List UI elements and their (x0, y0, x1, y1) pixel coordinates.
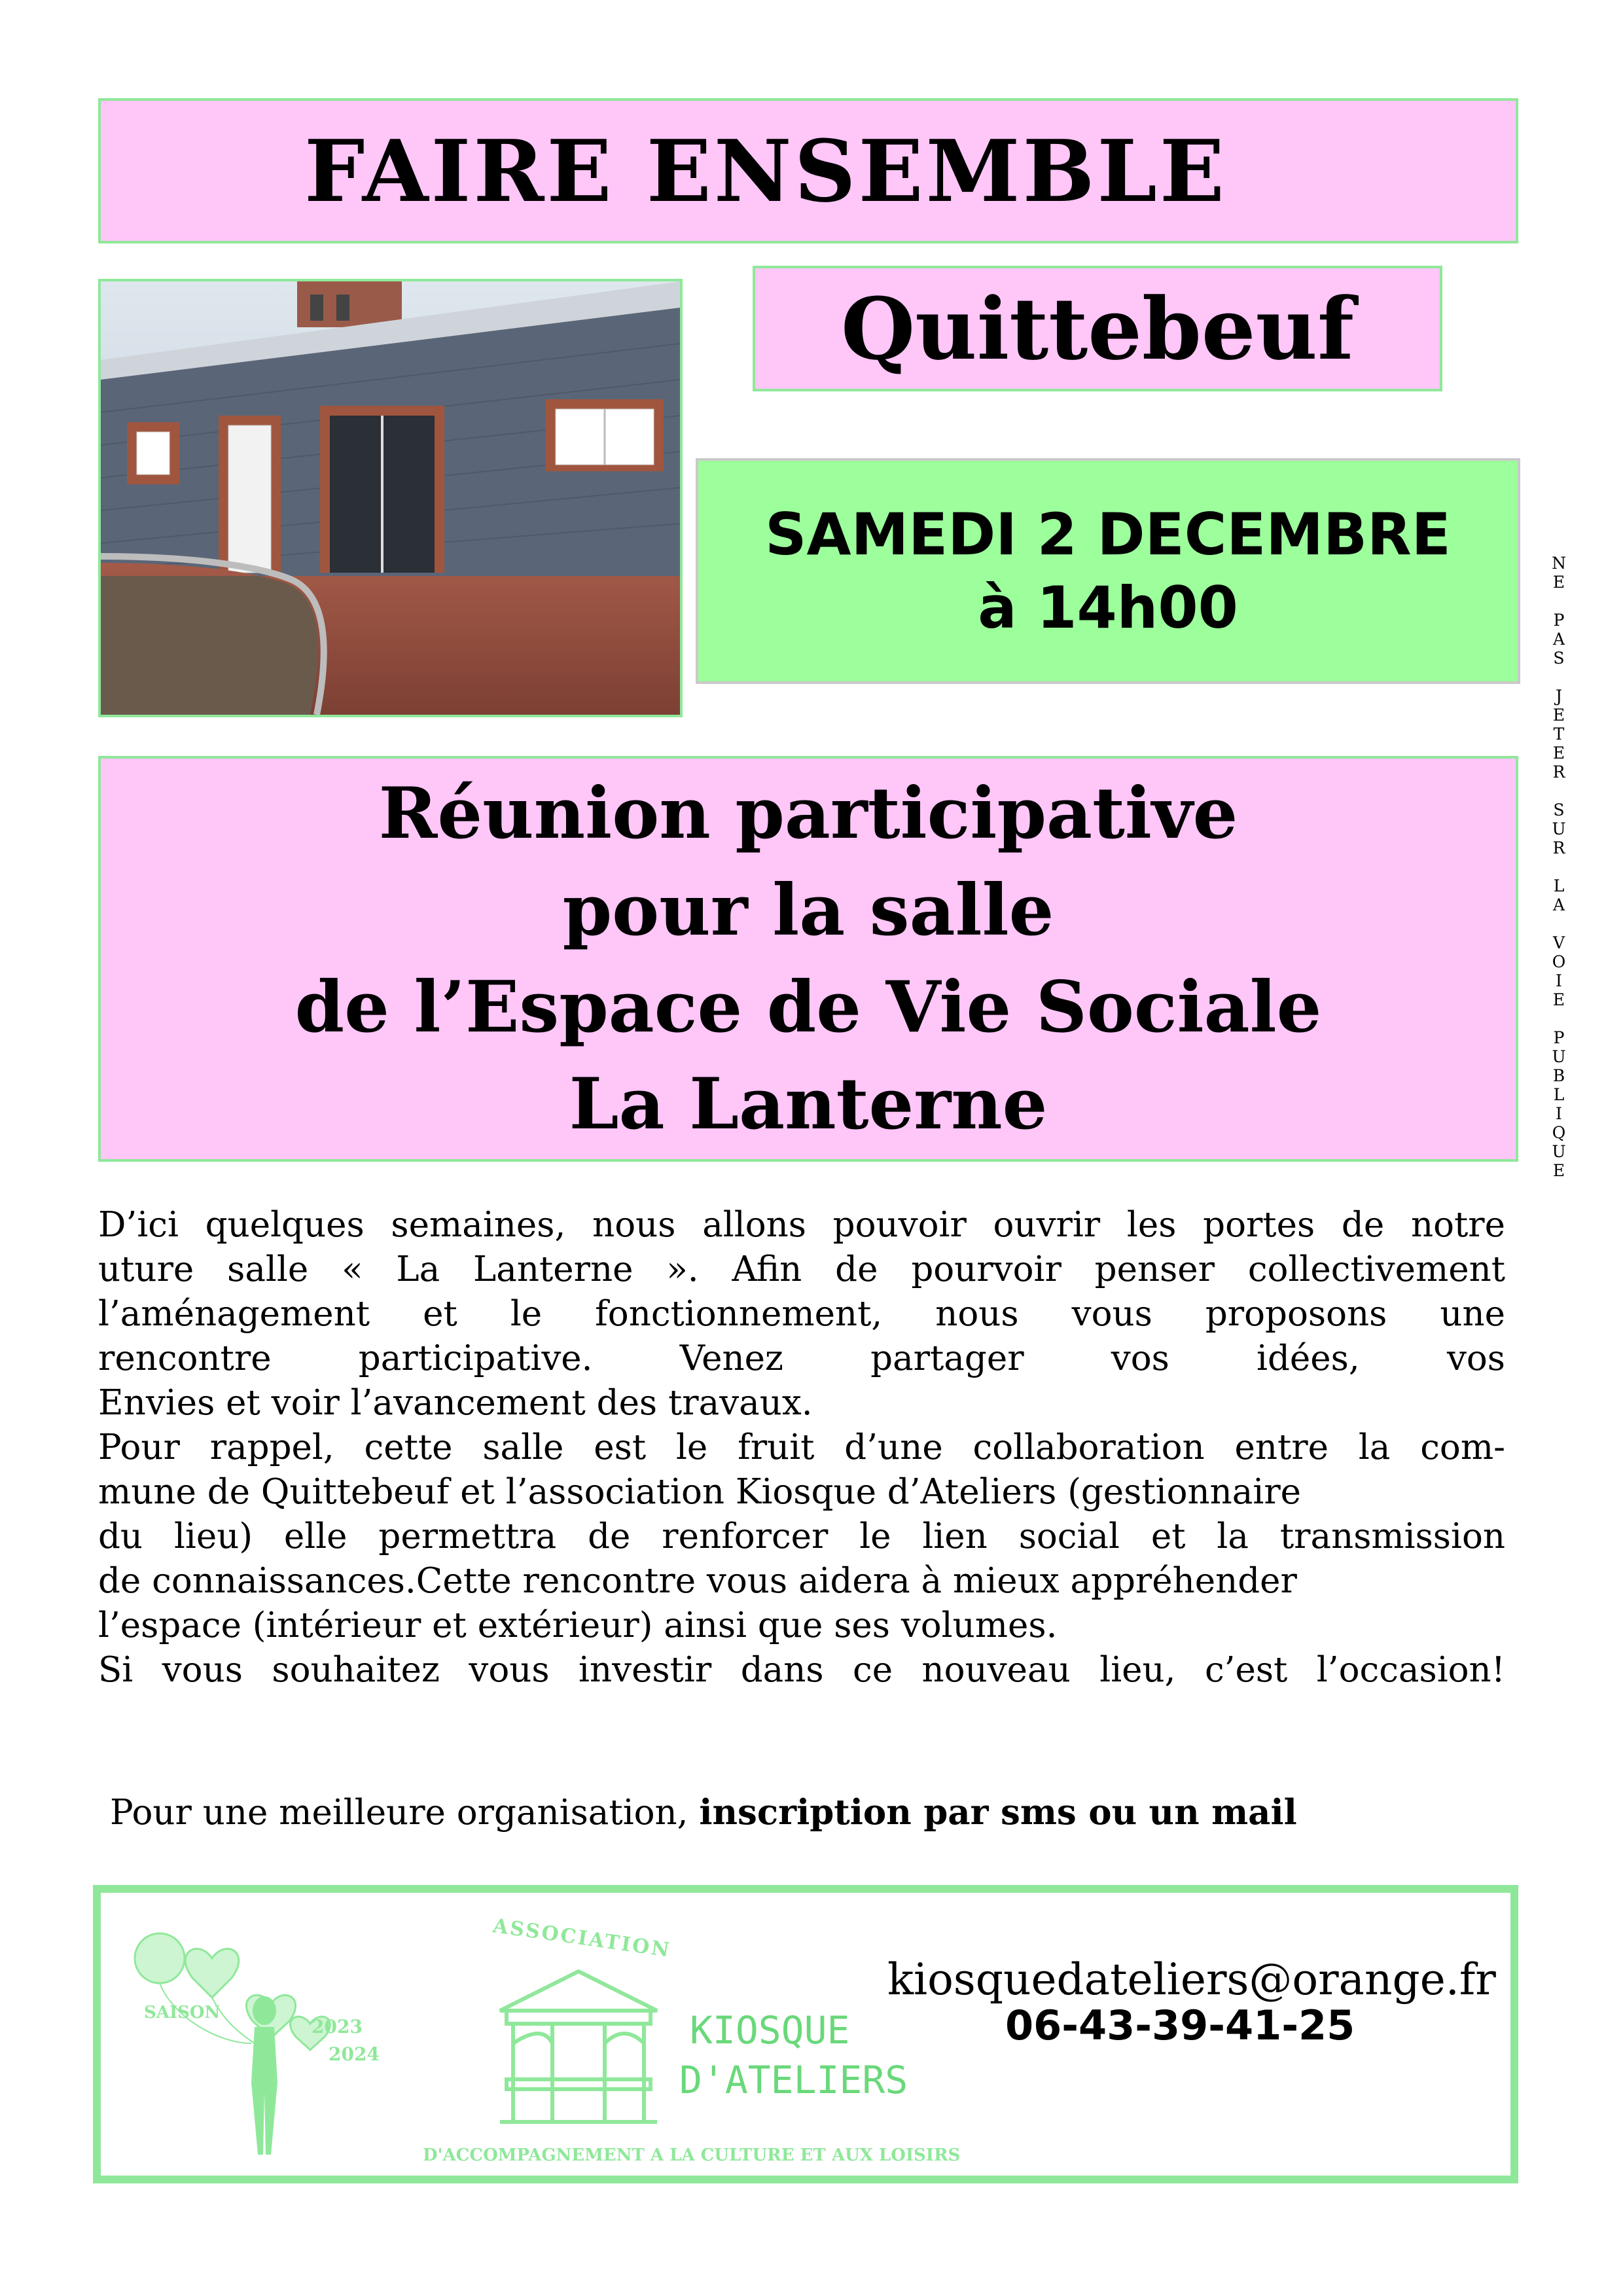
title-banner (98, 98, 1518, 243)
side-letter: I (1556, 971, 1562, 990)
signup-note (110, 1792, 1297, 1833)
event-time: à 14h00 (978, 573, 1238, 641)
side-letter: Q (1552, 1123, 1566, 1142)
side-letter: E (1552, 573, 1565, 592)
town-name: Quittebeuf (841, 278, 1354, 379)
logo-year1: 2023 (312, 2016, 363, 2037)
side-letter (1546, 592, 1572, 611)
side-letter: U (1552, 1142, 1566, 1161)
contact-email[interactable]: kiosquedateliers@orange.fr (887, 1954, 1496, 2005)
side-letter: L (1553, 1085, 1565, 1104)
balloons-figure-icon (120, 1912, 408, 2168)
logo-year2: 2024 (329, 2043, 380, 2065)
side-letter: R (1552, 762, 1565, 781)
body-line: du lieu) elle permettra de renforcer le lien social et la transmission (98, 1516, 1505, 1556)
body-line: Pour rappel, cette salle est le fruit d’une collaboration entre la com- (98, 1427, 1505, 1467)
side-letter (1546, 1009, 1572, 1028)
body-paragraph (98, 1203, 1505, 1693)
body-line: mune de Quittebeuf et l’association Kiosque d’Ateliers (gestionnaire (98, 1472, 1302, 1512)
kiosk-icon (493, 1965, 664, 2128)
logo-association: ASSOCIATION (491, 1914, 673, 1962)
signup-prefix: Pour une meilleure organisation, (110, 1793, 700, 1833)
side-letter: E (1552, 990, 1565, 1009)
side-letter: E (1552, 706, 1565, 725)
side-letter: E (1552, 744, 1565, 762)
side-letter: B (1552, 1066, 1565, 1085)
side-letter: R (1552, 838, 1565, 857)
side-letter: U (1552, 1047, 1566, 1066)
side-letter: A (1552, 895, 1565, 914)
headline-line: de l’Espace de Vie Sociale (294, 966, 1322, 1049)
side-letter: P (1553, 611, 1565, 630)
logo-name-line1: KIOSQUE (690, 2008, 850, 2053)
body-line: uture salle « La Lanterne ». Afin de pourvoir penser collectivement (98, 1249, 1505, 1289)
body-line: rencontre participative. Venez partager vos idées, vos (98, 1338, 1505, 1378)
side-letter: A (1552, 630, 1565, 649)
headline-line: pour la salle (562, 869, 1054, 952)
side-notice (1546, 554, 1572, 1180)
headline-line: La Lanterne (569, 1063, 1048, 1145)
signup-method: inscription par sms ou un mail (699, 1792, 1297, 1833)
headline-banner (98, 756, 1518, 1162)
contact-phone[interactable]: 06-43-39-41-25 (1005, 2001, 1355, 2049)
side-letter: N (1552, 554, 1566, 573)
body-line: l’aménagement et le fonctionnement, nous vous proposons une (98, 1294, 1505, 1334)
page-title: FAIRE ENSEMBLE (304, 120, 1227, 221)
side-letter: L (1553, 876, 1565, 895)
side-letter: I (1556, 1104, 1562, 1123)
date-banner (696, 458, 1520, 684)
side-letter: T (1553, 725, 1565, 744)
side-letter: S (1553, 649, 1565, 668)
event-date: SAMEDI 2 DECEMBRE (765, 500, 1451, 568)
logo-tagline: D'ACCOMPAGNEMENT A LA CULTURE ET AUX LOISIRS (423, 2145, 961, 2165)
body-line: Envies et voir l’avancement des travaux. (98, 1383, 813, 1423)
body-line: D’ici quelques semaines, nous allons pouvoir ouvrir les portes de notre (98, 1205, 1505, 1245)
side-letter (1546, 668, 1572, 687)
side-letter: U (1552, 819, 1566, 838)
side-letter (1546, 857, 1572, 876)
logo-saison: SAISON (144, 2003, 221, 2022)
logo-name-line2: D'ATELIERS (679, 2058, 908, 2102)
side-letter: S (1553, 800, 1565, 819)
side-letter (1546, 781, 1572, 800)
body-line: de connaissances.Cette rencontre vous aidera à mieux appréhender (98, 1561, 1297, 1601)
body-line: Si vous souhaitez vous investir dans ce nouveau lieu, c’est l’occasion! (98, 1650, 1505, 1690)
body-line: l’espace (intérieur et extérieur) ainsi que ses volumes. (98, 1605, 1058, 1645)
side-letter: V (1552, 933, 1565, 952)
side-letter: J (1555, 687, 1563, 706)
side-letter (1546, 914, 1572, 933)
headline-line: Réunion participative (378, 772, 1238, 855)
side-letter: O (1552, 952, 1566, 971)
town-banner (753, 266, 1442, 391)
building-photo (98, 279, 683, 717)
side-letter: P (1553, 1028, 1565, 1047)
side-letter: E (1552, 1161, 1565, 1180)
